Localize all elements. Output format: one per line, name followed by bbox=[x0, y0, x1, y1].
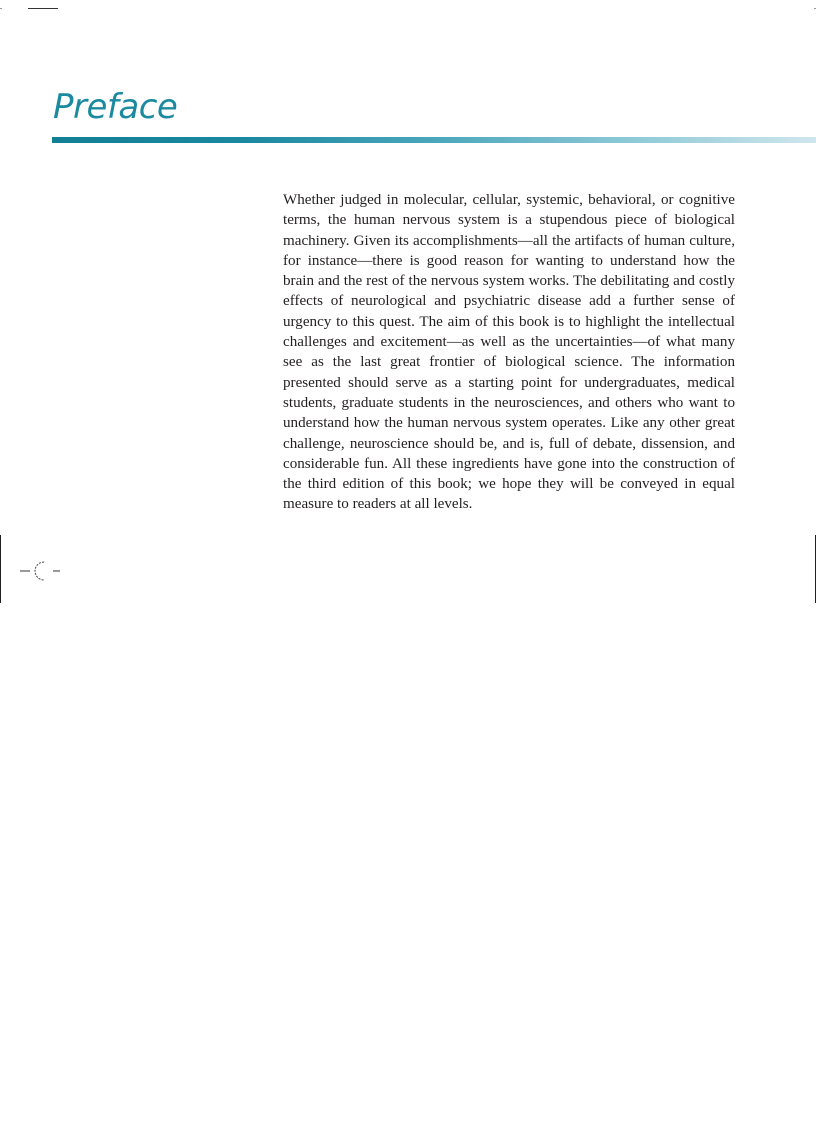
page-title: Preface bbox=[53, 87, 178, 127]
crop-mark bbox=[28, 8, 58, 9]
registration-mark-icon bbox=[20, 560, 62, 582]
corner-tick-left bbox=[0, 8, 2, 9]
title-rule bbox=[52, 137, 816, 143]
preface-paragraph: Whether judged in molecular, cellular, systemic, behavioral, or cognitive terms, the human nervous system is a stupendous piece of biological machinery. Given its accomplishments—all the artifacts of human culture, for instance—there is good reason for wanting to understand how the brain and the rest of the nervous system works. The debilitating and costly effects of neurological and psychiatric disease add a further sense of urgency to this quest. The aim of this book is to highlight the intellectual challenges and excitement—as well as the uncertainties—of what many see as the last great frontier of biological science. The information presented should serve as a starting point for undergraduates, medical students, graduate students in the neurosciences, and others who want to understand how the human nervous system operates. Like any other great challenge, neuroscience should be, and is, full of debate, dissension, and considerable fun. All these ingredients have gone into the construction of the third edition of this book; we hope they will be conveyed in equal measure to readers at all levels. bbox=[283, 192, 735, 513]
margin-bar-left bbox=[0, 535, 1, 603]
